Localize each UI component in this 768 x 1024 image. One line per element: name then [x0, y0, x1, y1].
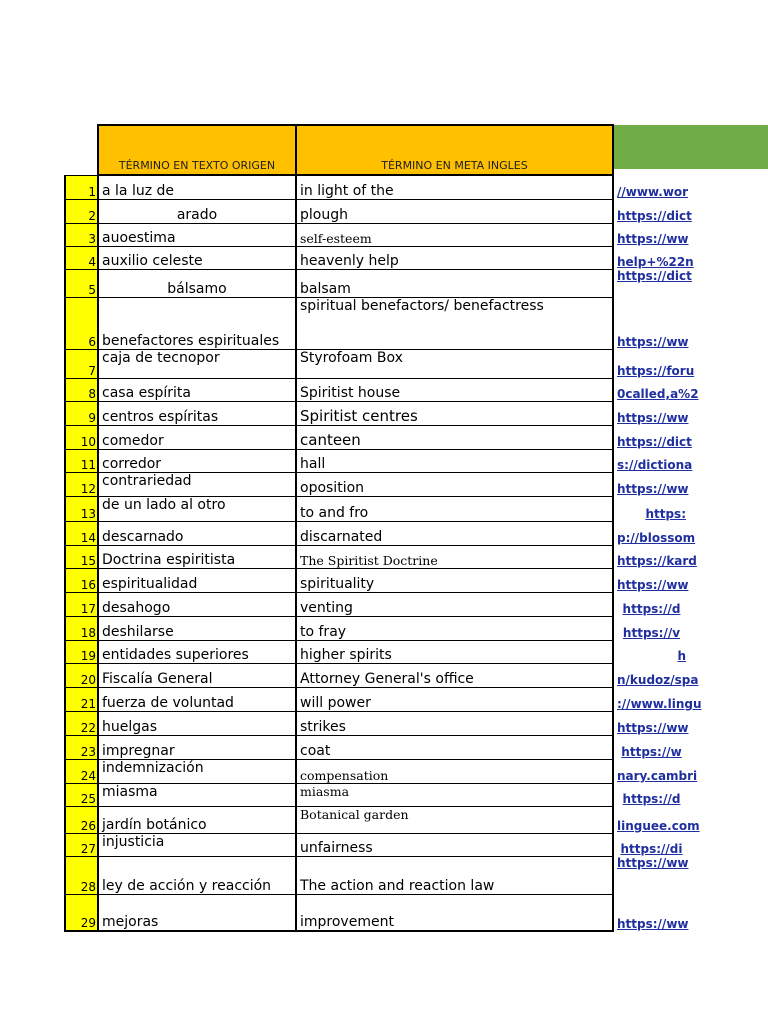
reference-link[interactable]: https://ww — [613, 297, 689, 349]
reference-link[interactable]: n/kudoz/spa — [613, 663, 689, 687]
header-row — [65, 125, 689, 175]
row-number[interactable]: 28 — [65, 856, 98, 894]
target-term-cell[interactable]: unfairness — [296, 833, 613, 856]
row-number[interactable]: 16 — [65, 568, 98, 592]
table-row — [65, 616, 689, 640]
row-number[interactable]: 22 — [65, 711, 98, 735]
source-term-cell[interactable]: fuerza de voluntad — [98, 687, 296, 711]
row-number[interactable]: 10 — [65, 425, 98, 449]
target-term-cell[interactable]: balsam — [296, 269, 613, 297]
target-term-cell[interactable]: venting — [296, 592, 613, 616]
source-term-cell[interactable]: Doctrina espiritista — [98, 545, 296, 568]
row-number[interactable]: 14 — [65, 521, 98, 545]
target-term-cell[interactable]: Attorney General's office — [296, 663, 613, 687]
reference-link[interactable]: https://dict — [613, 425, 689, 449]
target-term-cell[interactable]: spiritual benefactors/ benefactress — [296, 297, 613, 349]
target-term-cell[interactable]: heavenly help — [296, 246, 613, 269]
row-number[interactable]: 6 — [65, 297, 98, 349]
target-term-cell[interactable]: plough — [296, 199, 613, 223]
reference-link[interactable]: https://ww — [613, 223, 689, 246]
source-term-cell[interactable]: auoestima — [98, 223, 296, 246]
table-row — [65, 759, 689, 783]
target-term-cell[interactable]: hall — [296, 449, 613, 472]
row-number[interactable]: 8 — [65, 378, 98, 401]
reference-link[interactable]: //www.wor — [613, 175, 689, 199]
reference-link[interactable]: https://kard — [613, 545, 689, 568]
table-row — [65, 568, 689, 592]
corner-cell — [65, 125, 98, 175]
target-term-cell[interactable]: in light of the — [296, 175, 613, 199]
reference-link[interactable]: s://dictiona — [613, 449, 689, 472]
row-number[interactable]: 25 — [65, 783, 98, 806]
table-row — [65, 449, 689, 472]
source-term-cell[interactable]: contrariedad — [98, 472, 296, 496]
table-row — [65, 378, 689, 401]
row-number[interactable]: 18 — [65, 616, 98, 640]
table-row — [65, 833, 689, 856]
table-row — [65, 349, 689, 378]
row-number[interactable]: 23 — [65, 735, 98, 759]
target-term-cell[interactable]: The Spiritist Doctrine — [296, 545, 613, 568]
reference-link[interactable]: linguee.com — [613, 806, 689, 833]
reference-link[interactable]: https://ww — [613, 711, 689, 735]
source-term-cell[interactable]: espiritualidad — [98, 568, 296, 592]
reference-link[interactable]: https://dict — [613, 269, 689, 297]
target-term-cell[interactable]: self-esteem — [296, 223, 613, 246]
source-term-cell[interactable]: entidades superiores — [98, 640, 296, 663]
source-term-cell[interactable]: deshilarse — [98, 616, 296, 640]
target-term-cell[interactable]: strikes — [296, 711, 613, 735]
source-term-cell[interactable]: mejoras — [98, 894, 296, 931]
reference-link[interactable]: https://ww — [613, 894, 689, 931]
table-row — [65, 297, 689, 349]
header-target-term[interactable]: TÉRMINO EN META INGLES — [296, 125, 613, 175]
target-term-cell[interactable]: Botanical garden — [296, 806, 613, 833]
target-term-cell[interactable]: Styrofoam Box — [296, 349, 613, 378]
table-row — [65, 640, 689, 663]
row-number[interactable]: 19 — [65, 640, 98, 663]
reference-link[interactable]: 0called,a%2 — [613, 378, 689, 401]
source-term-cell[interactable]: corredor — [98, 449, 296, 472]
target-term-cell[interactable]: discarnated — [296, 521, 613, 545]
reference-link[interactable]: nary.cambri — [613, 759, 689, 783]
row-number[interactable]: 11 — [65, 449, 98, 472]
source-term-cell[interactable]: descarnado — [98, 521, 296, 545]
row-number[interactable]: 2 — [65, 199, 98, 223]
target-term-cell[interactable]: to fray — [296, 616, 613, 640]
reference-link[interactable]: https://w — [613, 735, 689, 759]
row-number[interactable]: 5 — [65, 269, 98, 297]
source-term-cell[interactable]: jardín botánico — [98, 806, 296, 833]
reference-link[interactable]: https: — [613, 496, 689, 521]
source-term-cell[interactable]: a la luz de — [98, 175, 296, 199]
table-row — [65, 783, 689, 806]
source-term-cell[interactable]: benefactores espirituales — [98, 297, 296, 349]
table-row — [65, 521, 689, 545]
reference-link[interactable]: https://dict — [613, 199, 689, 223]
target-term-cell[interactable]: to and fro — [296, 496, 613, 521]
target-term-cell[interactable]: compensation — [296, 759, 613, 783]
source-term-cell[interactable]: de un lado al otro — [98, 496, 296, 521]
row-number[interactable]: 17 — [65, 592, 98, 616]
table-row — [65, 856, 689, 894]
target-term-cell[interactable]: canteen — [296, 425, 613, 449]
target-term-cell[interactable]: miasma — [296, 783, 613, 806]
glossary-table — [64, 124, 702, 932]
reference-link[interactable]: https://di — [613, 833, 689, 856]
reference-link[interactable]: https://ww — [613, 568, 689, 592]
table-row — [65, 223, 689, 246]
table-row — [65, 246, 689, 269]
reference-link[interactable]: https://ww — [613, 472, 689, 496]
source-term-cell[interactable]: miasma — [98, 783, 296, 806]
row-number[interactable]: 15 — [65, 545, 98, 568]
reference-link[interactable]: p://blossom — [613, 521, 689, 545]
target-term-cell[interactable]: coat — [296, 735, 613, 759]
row-number[interactable]: 1 — [65, 175, 98, 199]
target-term-cell[interactable]: The action and reaction law — [296, 856, 613, 894]
table-row — [65, 735, 689, 759]
source-term-cell[interactable]: caja de tecnopor — [98, 349, 296, 378]
source-term-cell[interactable]: Fiscalía General — [98, 663, 296, 687]
source-term-cell[interactable]: arado — [98, 199, 296, 223]
reference-link[interactable]: https://foru — [613, 349, 689, 378]
table-row — [65, 269, 689, 297]
row-number[interactable]: 21 — [65, 687, 98, 711]
reference-link[interactable]: help+%22n — [613, 246, 689, 269]
source-term-cell[interactable]: impregnar — [98, 735, 296, 759]
source-term-cell[interactable]: auxilio celeste — [98, 246, 296, 269]
table-row — [65, 711, 689, 735]
target-term-cell[interactable]: spirituality — [296, 568, 613, 592]
table-row — [65, 592, 689, 616]
reference-link[interactable]: https://d — [613, 592, 689, 616]
source-term-cell[interactable]: injusticia — [98, 833, 296, 856]
table-row — [65, 806, 689, 833]
table-row — [65, 545, 689, 568]
source-term-cell[interactable]: indemnización — [98, 759, 296, 783]
table-row — [65, 175, 689, 199]
row-number[interactable]: 9 — [65, 401, 98, 425]
table-row — [65, 496, 689, 521]
target-term-cell[interactable]: will power — [296, 687, 613, 711]
source-term-cell[interactable]: bálsamo — [98, 269, 296, 297]
reference-link[interactable]: h — [613, 640, 689, 663]
reference-link[interactable]: https://d — [613, 783, 689, 806]
table-row — [65, 199, 689, 223]
source-term-cell[interactable]: centros espíritas — [98, 401, 296, 425]
source-term-cell[interactable]: huelgas — [98, 711, 296, 735]
table-row — [65, 687, 689, 711]
source-term-cell[interactable]: desahogo — [98, 592, 296, 616]
target-term-cell[interactable]: oposition — [296, 472, 613, 496]
source-term-cell[interactable]: comedor — [98, 425, 296, 449]
row-number[interactable]: 7 — [65, 349, 98, 378]
row-number[interactable]: 29 — [65, 894, 98, 931]
source-term-cell[interactable]: ley de acción y reacción — [98, 856, 296, 894]
reference-link[interactable]: ://www.lingu — [613, 687, 689, 711]
row-number[interactable]: 4 — [65, 246, 98, 269]
row-number[interactable]: 3 — [65, 223, 98, 246]
target-term-cell[interactable]: improvement — [296, 894, 613, 931]
source-term-cell[interactable]: casa espírita — [98, 378, 296, 401]
header-source-term[interactable]: TÉRMINO EN TEXTO ORIGEN — [98, 125, 296, 175]
row-number[interactable]: 26 — [65, 806, 98, 833]
table-row — [65, 663, 689, 687]
target-term-cell[interactable]: Spiritist centres — [296, 401, 613, 425]
reference-link[interactable]: https://ww — [613, 401, 689, 425]
row-number[interactable]: 13 — [65, 496, 98, 521]
table-row — [65, 472, 689, 496]
row-number[interactable]: 24 — [65, 759, 98, 783]
row-number[interactable]: 27 — [65, 833, 98, 856]
target-term-cell[interactable]: higher spirits — [296, 640, 613, 663]
table-row — [65, 425, 689, 449]
row-number[interactable]: 12 — [65, 472, 98, 496]
table-row — [65, 401, 689, 425]
reference-link[interactable]: https://ww — [613, 856, 689, 894]
target-term-cell[interactable]: Spiritist house — [296, 378, 613, 401]
reference-link[interactable]: https://v — [613, 616, 689, 640]
header-url-cell — [613, 125, 689, 175]
table-row — [65, 894, 689, 931]
row-number[interactable]: 20 — [65, 663, 98, 687]
